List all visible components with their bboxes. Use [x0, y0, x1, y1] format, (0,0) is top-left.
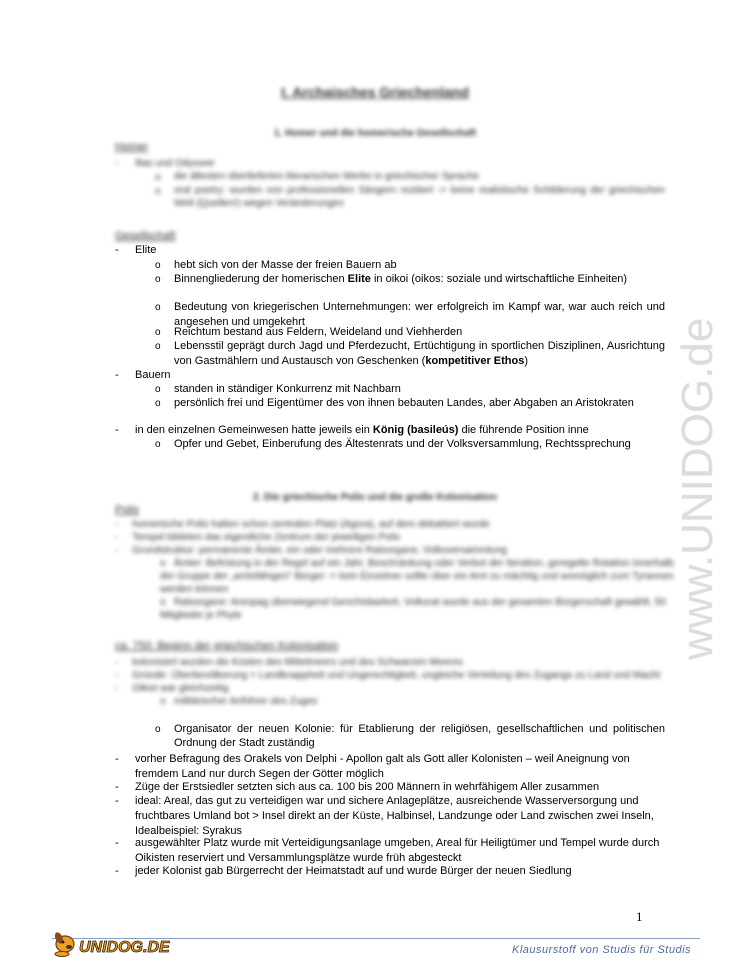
list-dash: - [115, 865, 119, 877]
kolonisation-point-platz: ausgewählter Platz wurde mit Verteidigungsanlage umgeben, Areal für Heiligtümer und Tempel wurde durch Oikisten reserviert und Versammlungsplätze wurde früh abgesteckt [135, 837, 660, 864]
list-bullet: o [155, 384, 161, 395]
logo-text: UNIDOG.DE [79, 939, 170, 956]
polis-line-1: - homerische Polis hatten schon zentralen Platz (Agora), auf dem debattiert wurde [115, 519, 490, 530]
page-number: 1 [636, 909, 643, 924]
list-bullet: o [155, 341, 161, 352]
list-bullet: o [155, 302, 161, 313]
kolonisation-point-buergerrecht: jeder Kolonist gab Bürgerrecht der Heimatstadt auf und wurde Bürger der neuen Siedlung [135, 865, 572, 877]
polis-sub-2: o Ratsorgane: Areopag überwiegend Gerichtsbarkeit, Volksrat wurde aus der gesamten Bürgerschaft gewählt, 50 Mitglieder je Phyle [160, 597, 666, 621]
list-bullet: o [155, 439, 161, 450]
kolonisation-sub-2: Organisator der neuen Kolonie: für Etablierung der religiösen, gesellschaftlichen und politischen Ordnung der Stadt zuständig [174, 723, 665, 749]
polis-line-2: - Tempel bildeten das eigentliche Zentrum der jeweiligen Polis [115, 532, 401, 543]
homer-item: Ilias und Odyssee [135, 158, 215, 169]
homer-sub2: oral poetry: wurden von professionellen Sängern rezitiert -> keine realistische Schilderung der griechischen Welt (Quellen!) wegen Veränderungen [174, 185, 665, 209]
polis-text [115, 518, 675, 622]
list-item-bauern: Bauern [135, 369, 171, 381]
kolonisation-line-2: - Gründe: Überbevölkerung > Landknappheit und Ungerechtigkeit, ungleiche Verteilung des Zugangs zu Land und Macht [115, 670, 661, 681]
list-dash: - [115, 244, 119, 256]
kolonisation-sub-1: o militärischer Anführer des Zuges [160, 696, 318, 707]
heading-kolonisation: ca. 750: Beginn der griechischen Kolonisation [115, 640, 339, 652]
bauern-point-1: standen in ständiger Konkurrenz mit Nachbarn [174, 383, 401, 395]
kolonisation-blurred-text [115, 656, 675, 708]
kolonisation-line-3: - Oikist war gleichzeitig [115, 683, 229, 694]
document-title: I. Archaisches Griechenland [281, 84, 469, 100]
dog-icon [53, 931, 74, 956]
list-dash: - [115, 753, 119, 765]
list-dash: - [115, 157, 119, 169]
homer-sub1: die ältesten überlieferten literarischen Werke in griechischer Sprache [174, 171, 479, 182]
elite-point-2: Binnengliederung der homerischen Elite in oikoi (oikos: soziale und wirtschaftliche Einheiten) [174, 273, 628, 285]
list-dash: - [115, 837, 119, 849]
heading-polis: Polis [115, 504, 139, 516]
list-bullet: o [155, 274, 161, 285]
list-bullet: o [155, 327, 161, 338]
list-bullet: o [155, 186, 161, 197]
elite-point-1: hebt sich von der Masse der freien Bauern ab [174, 259, 397, 271]
section-title-polis: 2. Die griechische Polis und die große Kolonisation [253, 492, 497, 503]
footer-tagline: Klausurstoff von Studis für Studis [512, 944, 692, 956]
list-item-elite: Elite [135, 244, 157, 256]
list-dash: - [115, 424, 119, 436]
list-bullet: o [155, 172, 161, 183]
list-dash: - [115, 781, 119, 793]
list-bullet: o [155, 724, 161, 735]
list-bullet: o [155, 260, 161, 271]
list-item-koenig: in den einzelnen Gemeinwesen hatte jeweils ein König (basileús) die führende Position inne [135, 424, 589, 436]
elite-point-3: Bedeutung von kriegerischen Unternehmungen: wer erfolgreich im Kampf war, war auch reich und angesehen und umgekehrt [174, 301, 665, 328]
unidog-logo [52, 928, 170, 960]
kolonisation-point-erstsiedler: Züge der Erstsiedler setzten sich aus ca. 100 bis 200 Männern in wehrfähigem Aller zusammen [135, 781, 600, 793]
list-dash: - [115, 369, 119, 381]
koenig-point-1: Opfer und Gebet, Einberufung des Ältestenrats und der Volksversammlung, Rechtssprechung [174, 438, 631, 450]
list-dash: - [115, 795, 119, 807]
kolonisation-line-1: - kolonisiert wurden die Küsten des Mittelmeers und des Schwarzen Meeres [115, 657, 463, 668]
heading-homer: Homer [115, 141, 149, 153]
kolonisation-point-ideal: ideal: Areal, das gut zu verteidigen war und sichere Anlageplätze, ausreichende Wasserversorgung und fruchtbares Umland bot > Insel direkt an der Küste, Halbinsel, Landzunge oder Land zwischen zwei Inseln, Idealbeispiel: Syrakus [135, 795, 654, 837]
kolonisation-point-orakel: vorher Befragung des Orakels von Delphi - Apollon galt als Gott aller Kolonisten – weil Aneignung von fremdem Land nur durch Segen der Götter möglich [135, 753, 630, 780]
elite-point-5: Lebensstil geprägt durch Jagd und Pferdezucht, Ertüchtigung in sportlichen Disziplinen, Ausrichtung von Gastmählern und Austausch von Geschenken (kompetitiver Ethos) [174, 340, 665, 367]
polis-sub-1: o Ämter: Befristung in der Regel auf ein Jahr, Beschränkung oder Verbot der Iteration, geregelte Rotation innerhalb der Gruppe der „amtsfähigen“ Bürger -> kein Einzelner sollte über ein Amt zu mächtig und womöglich zum Tyrannen werden können [160, 558, 674, 595]
watermark-text: www.UNIDOG.de [673, 317, 722, 660]
heading-gesellschaft: Gesellschaft [115, 230, 176, 242]
list-bullet: o [155, 398, 161, 409]
section-title-homer: 1. Homer und die homerische Gesellschaft [273, 128, 477, 139]
bauern-point-2: persönlich frei und Eigentümer des von ihnen bebauten Landes, aber Abgaben an Aristokraten [174, 397, 634, 409]
polis-line-3: - Grundstruktur: permanente Ämter, ein oder mehrere Ratsorgane, Volksversammlung [115, 545, 507, 556]
elite-point-4: Reichtum bestand aus Feldern, Weideland und Viehherden [174, 326, 463, 338]
watermark [640, 250, 730, 670]
